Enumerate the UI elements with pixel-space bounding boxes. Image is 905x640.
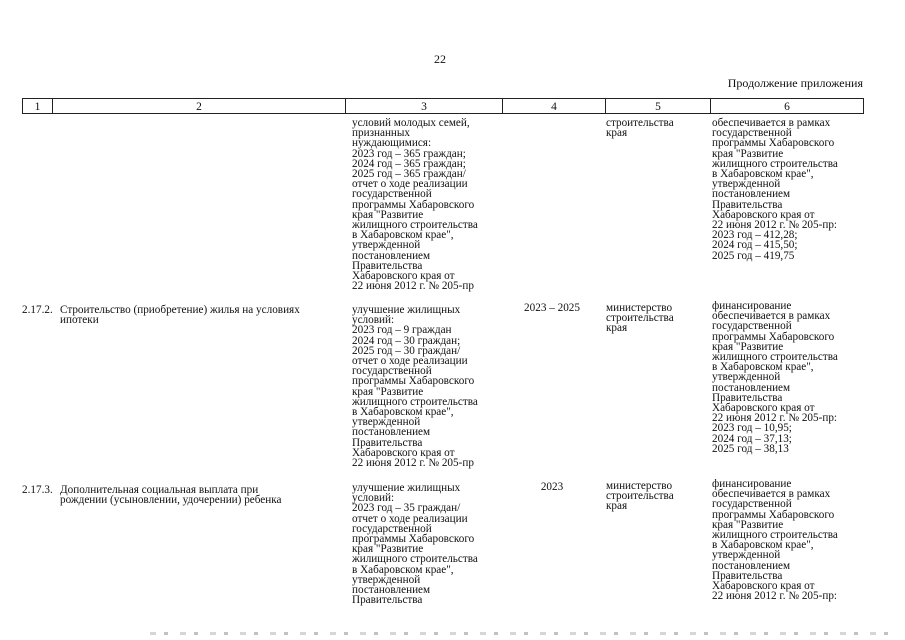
- header-col-2: 2: [52, 98, 345, 114]
- row-term: 2023 – 2025: [524, 302, 580, 314]
- scan-artifact: [150, 632, 890, 635]
- table-header-row: [22, 98, 864, 116]
- header-col-6: 6: [710, 98, 864, 114]
- row-result: улучшение жилищных условий: 2023 год – 9 граждан 2024 год – 30 граждан; 2025 год – 30 граждан/ отчет о ходе реализации государственной программы Хабаровского края "Развитие жилищного строительства в Хабаровском крае", утвержденной постановлением Правительства Хабаровского края от 22 июня 2012 г. № 205-пр: [352, 304, 478, 470]
- row-financing: финансирование обеспечивается в рамках государственной программы Хабаровского края "Развитие жилищного строительства в Хабаровском крае", утвержденной постановлением Правительства Хабаровского края от 22 июня 2012 г. № 205-пр:: [712, 478, 838, 603]
- header-col-1: 1: [22, 98, 52, 114]
- header-col-5: 5: [605, 98, 710, 114]
- row-executor: министерство строительства края: [606, 480, 674, 513]
- page-number: 22: [434, 52, 446, 66]
- header-col-3: 3: [345, 98, 502, 114]
- continuation-label: Продолжение приложения: [727, 76, 863, 90]
- row-term: 2023: [540, 481, 564, 493]
- row-executor: министерство строительства края: [606, 302, 674, 335]
- row-number: 2.17.3.: [22, 484, 53, 496]
- row-financing: обеспечивается в рамках государственной программы Хабаровского края "Развитие жилищного строительства в Хабаровском крае", утвержденной постановлением Правительства Хабаровского края от 22 июня 2012 г. № 205-пр: 2023 год – 412,28; 2024 год – 415,50; 2025 год – 419,75: [712, 117, 838, 262]
- row-executor: строительства края: [606, 117, 674, 140]
- row-financing: финансирование обеспечивается в рамках государственной программы Хабаровского края "Развитие жилищного строительства в Хабаровском крае", утвержденной постановлением Правительства Хабаровского края от 22 июня 2012 г. № 205-пр: 2023 год – 10,95; 2024 год – 37,13; 2025 год – 38,13: [712, 300, 838, 455]
- row-result: улучшение жилищных условий: 2023 год – 35 граждан/ отчет о ходе реализации государственной программы Хабаровского края "Развитие жилищного строительства в Хабаровском крае", утвержденной постановлением Правительства: [352, 482, 478, 607]
- row-number: 2.17.2.: [22, 304, 53, 316]
- header-col-4: 4: [502, 98, 605, 114]
- row-result: условий молодых семей, признанных нуждающимися: 2023 год – 365 граждан; 2024 год – 365 граждан; 2025 год – 365 граждан/ отчет о ходе реализации государственной программы Хабаровского края "Развитие жилищного строительства в Хабаровском крае", утвержденной постановлением Правительства Хабаровского края от 22 июня 2012 г. № 205-пр: [352, 117, 478, 293]
- row-name: Дополнительная социальная выплата при рождении (усыновлении, удочерении) ребенка: [60, 484, 282, 507]
- row-name: Строительство (приобретение) жилья на условиях ипотеки: [60, 304, 300, 327]
